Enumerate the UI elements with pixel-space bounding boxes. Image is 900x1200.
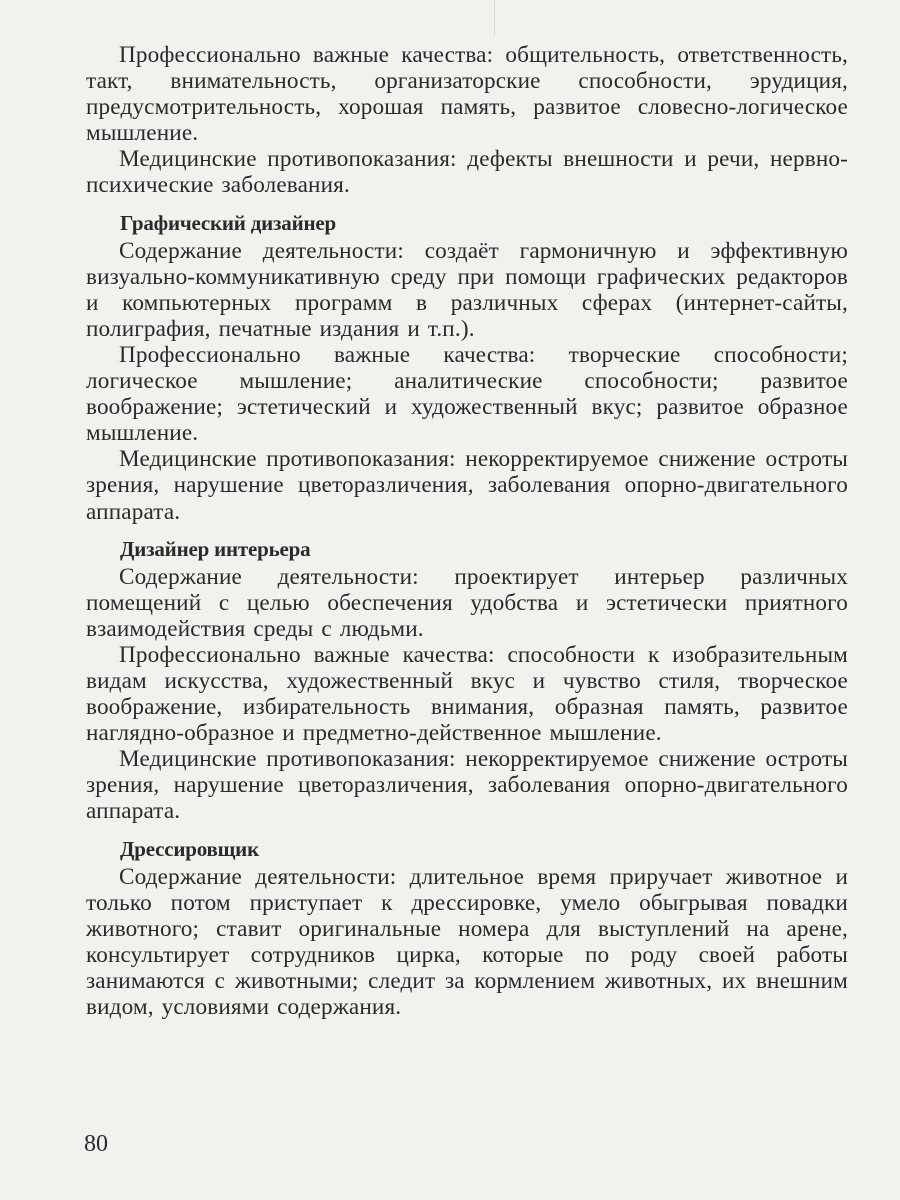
section-gap [86,825,848,836]
paragraph-intro-contraindications: Медицинские противопоказания: дефекты внешности и речи, нервно-психические заболевания. [86,146,848,199]
section-title: Дрессировщик [120,836,259,861]
section-interior-designer [86,536,848,825]
section-animal-trainer [86,836,848,1021]
section-graphic-designer [86,210,848,525]
paragraph-contraindications: Медицинские противопоказания: некорректируемое снижение остроты зрения, нарушение цветоразличения, заболевания опорно-двигательного аппарата. [86,446,848,525]
section-gap [86,199,848,210]
paragraph-qualities: Профессионально важные качества: способности к изобразительным видам искусства, художественный вкус и чувство стиля, творческое воображение, избирательность внимания, образная память, развитое наглядно-образное и предметно-действенное мышление. [86,641,848,747]
paragraph-activity: Содержание деятельности: длительное время приручает животное и только потом приступает к дрессировке, умело обыгрывая повадки животного; ставит оригинальные номера для выступлений на арене, консультирует сотрудников цирка, которые по роду своей работы занимаются с животными; следит за кормлением животных, их внешним видом, условиями содержания. [86,863,848,1020]
page-gutter-mark [494,0,495,36]
section-title: Дизайнер интерьера [120,536,311,561]
paragraph-activity: Содержание деятельности: проектирует интерьер различных помещений с целью обеспечения удобства и эстетически приятного взаимодействия среды с людьми. [86,563,848,642]
page-number: 80 [84,1131,108,1157]
section-title: Графический дизайнер [120,210,336,235]
intro-block [86,42,848,199]
paragraph-contraindications: Медицинские противопоказания: некорректируемое снижение остроты зрения, нарушение цветоразличения, заболевания опорно-двигательного аппарата. [86,746,848,825]
paragraph-qualities: Профессионально важные качества: творческие способности; логическое мышление; аналитические способности; развитое воображение; эстетический и художественный вкус; развитое образное мышление. [86,341,848,447]
paragraph-intro-qualities: Профессионально важные качества: общительность, ответственность, такт, внимательность, организаторские способности, эрудиция, предусмотрительность, хорошая память, развитое словесно-логическое мышление. [86,42,848,147]
paragraph-activity: Содержание деятельности: создаёт гармоничную и эффективную визуально-коммуникативную среду при помощи графических редакторов и компьютерных программ в различных сферах (интернет-сайты, полиграфия, печатные издания и т.п.). [86,237,848,342]
section-gap [86,525,848,536]
